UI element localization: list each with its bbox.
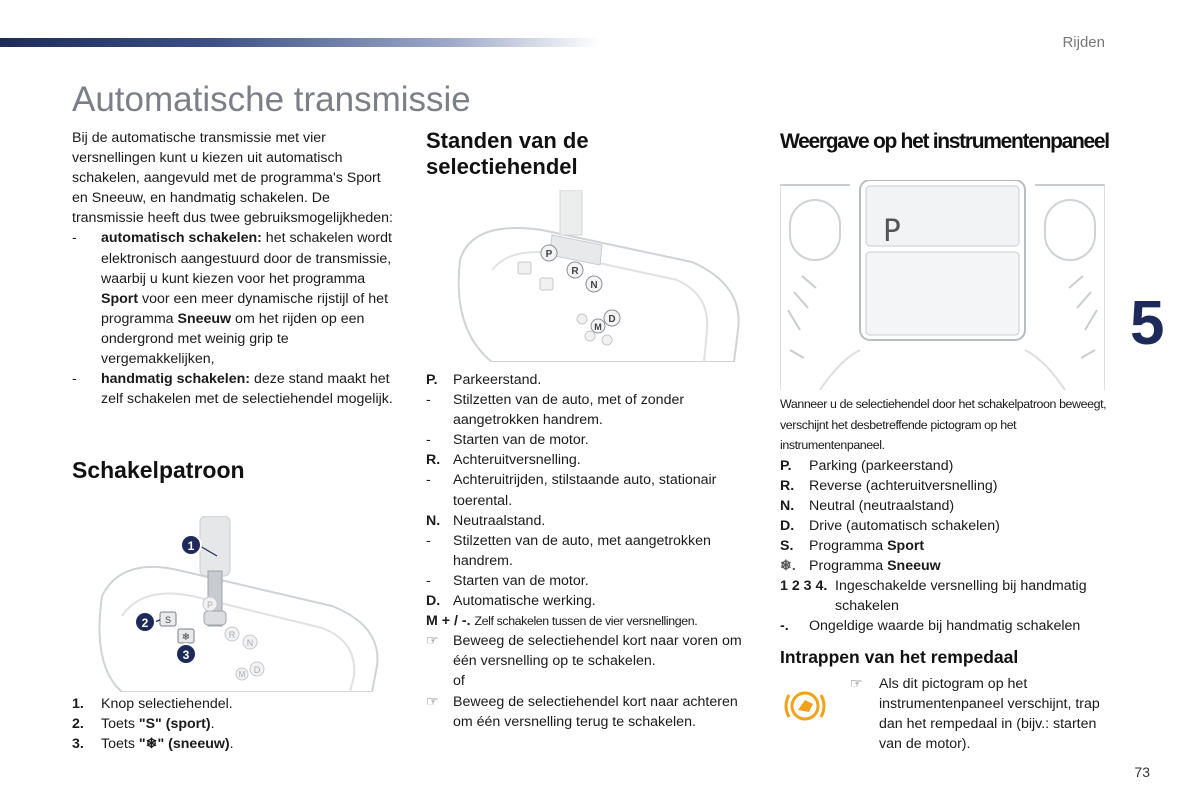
list-item: N. Neutraalstand.	[426, 512, 546, 529]
selector-lever-figure	[452, 190, 742, 362]
heading-rempedaal: Intrappen van het rempedaal	[780, 647, 1019, 667]
list-item: - Achteruitrijden, stilstaande auto, stationair toerental.	[426, 472, 717, 509]
heading-weergave: Weergave op het instrumentenpaneel	[780, 130, 1109, 153]
svg-text:3: 3	[182, 648, 190, 662]
list-item: D. Drive (automatisch schakelen)	[780, 517, 1000, 534]
list-item: D. Automatische werking.	[426, 593, 596, 610]
list-item: 1 2 3 4. Ingeschakelde versnelling bij handmatig schakelen	[780, 578, 1087, 615]
list-item: - Stilzetten van de auto, met of zonder aangetrokken handrem.	[426, 392, 685, 429]
list-item: S. Programma Sport	[780, 537, 925, 554]
list-item: R. Reverse (achteruitversnelling)	[780, 477, 998, 494]
chapter-number: 5	[1130, 289, 1165, 358]
gear-positions-list	[426, 370, 756, 732]
legend-item: 1. Knop selectiehendel.	[72, 696, 233, 712]
list-item: - handmatig schakelen: deze stand maakt het zelf schakelen met de selectiehendel mogelijk.	[72, 371, 393, 408]
hint-item: ☞ Beweeg de selectiehendel kort naar voren om één versnelling op te schakelen.	[426, 633, 742, 670]
list-item: P. Parking (parkeerstand)	[780, 457, 954, 474]
intro-text: Bij de automatische transmissie met vier versnellingen kunt u kiezen uit automatisch schakelen, aangevuld met de programma's Sport en Sneeuw, en handmatig schakelen. De transmissie heeft dus twee gebruiksmogelijkheden:	[72, 130, 393, 227]
header-bar	[0, 38, 600, 47]
list-item: - Starten van de motor.	[426, 572, 589, 589]
legend-item: 3. Toets "❄" (sneeuw).	[72, 736, 234, 753]
instrument-panel-figure	[780, 180, 1105, 390]
gear-label: N	[246, 638, 254, 648]
display-gear-letter: P	[882, 214, 902, 249]
list-item: P. Parkeerstand.	[426, 372, 542, 388]
gear-r-label: R	[571, 266, 579, 277]
display-intro: Wanneer u de selectiehendel door het schakelpatroon beweegt, verschijnt het desbetreffende pictogram op het instrumentenpaneel.	[780, 397, 1107, 452]
gear-label: D	[253, 665, 261, 675]
manual-mode-line: M + / -. Zelf schakelen tussen de vier versnellingen.	[426, 613, 698, 630]
svg-text:❄: ❄	[181, 632, 191, 643]
gear-label: M	[238, 670, 246, 679]
gear-n-label: N	[590, 280, 598, 291]
display-section	[780, 394, 1110, 636]
gear-p-label: P	[545, 249, 553, 260]
svg-text:2: 2	[141, 616, 149, 630]
brake-hint	[850, 674, 1100, 754]
heading-standen: Standen van de selectiehendel	[426, 128, 589, 179]
page-number: 73	[1134, 764, 1150, 780]
list-item: - Starten van de motor.	[426, 432, 589, 449]
list-item: - Stilzetten van de auto, met aangetrokken handrem.	[426, 532, 711, 569]
key-s-label: S	[164, 615, 172, 625]
gear-label: P	[206, 600, 214, 610]
page-title: Automatische transmissie	[72, 80, 471, 119]
figure-legend	[72, 694, 234, 755]
heading-schakelpatroon: Schakelpatroon	[72, 457, 245, 483]
gear-d-label: D	[608, 314, 616, 325]
list-item: -. Ongeldige waarde bij handmatig schakelen	[780, 618, 1081, 635]
gear-m-label: M	[594, 322, 602, 332]
list-item: ❄. Programma Sneeuw	[780, 557, 941, 574]
hint-item: ☞ Beweeg de selectiehendel kort naar achteren om één versnelling terug te schakelen.	[426, 693, 738, 730]
intro-section	[72, 128, 394, 409]
list-item: - automatisch schakelen: het schakelen wordt elektronisch aangestuurd door de transmissie, waarbij u kunt kiezen voor het programma Sport voor een meer dynamische rijstijl of het programma Sneeuw om het rijden op een ondergrond met weinig grip te vergemakkelijken,	[72, 230, 392, 368]
list-item: N. Neutral (neutraalstand)	[780, 497, 955, 514]
gear-pattern-figure	[92, 516, 382, 692]
hint-item: ☞ Als dit pictogram op het instrumentenpaneel verschijnt, trap dan het rempedaal in (bijv.: starten van de motor).	[850, 676, 1100, 753]
gear-label: R	[228, 630, 236, 640]
brake-pedal-warning-icon	[783, 686, 827, 726]
section-name: Rijden	[1062, 34, 1105, 51]
legend-item: 2. Toets "S" (sport).	[72, 716, 215, 733]
hint-or: of	[453, 673, 465, 690]
svg-text:1: 1	[187, 539, 195, 553]
list-item: R. Achteruitversnelling.	[426, 452, 581, 469]
